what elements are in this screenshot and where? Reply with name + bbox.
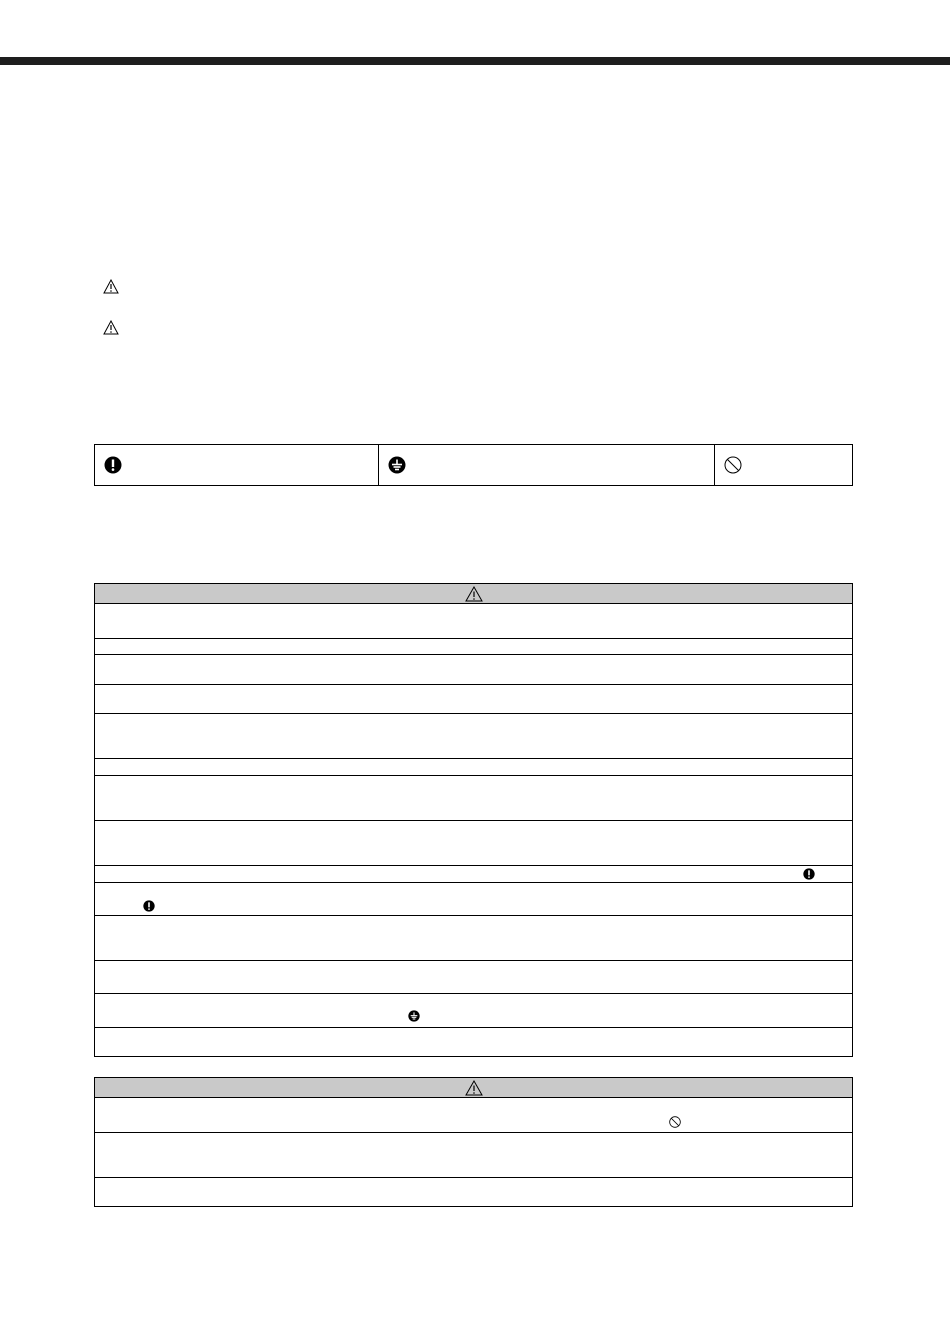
caution-triangle-icon	[103, 320, 119, 335]
warning-table-header	[95, 584, 852, 604]
exclamation-circle-icon	[104, 456, 122, 474]
warning-triangle-icon	[103, 279, 119, 294]
prohibited-circle-icon	[724, 456, 742, 474]
table-row	[95, 960, 852, 993]
prohibited-circle-icon	[669, 1116, 681, 1128]
table-row	[95, 654, 852, 684]
table-row	[95, 713, 852, 758]
table-row	[95, 820, 852, 865]
table-row	[95, 993, 852, 1027]
table-row	[95, 758, 852, 775]
ground-circle-icon	[388, 456, 406, 474]
table-row	[95, 865, 852, 882]
table-row	[95, 915, 852, 960]
table-row	[95, 882, 852, 915]
table-row	[95, 638, 852, 654]
table-row	[95, 1098, 852, 1132]
symbol-legend	[94, 444, 853, 486]
table-row	[95, 684, 852, 713]
caution-table	[94, 1077, 853, 1207]
caution-triangle-icon	[465, 1080, 483, 1096]
top-rule	[0, 57, 950, 65]
table-row	[95, 1027, 852, 1054]
exclamation-circle-icon	[143, 900, 155, 912]
table-row	[95, 775, 852, 820]
warning-table	[94, 583, 853, 1057]
warning-triangle-icon	[465, 586, 483, 602]
ground-circle-icon	[408, 1010, 420, 1022]
legend-cell-mandatory	[95, 445, 378, 485]
caution-table-header	[95, 1078, 852, 1098]
table-row	[95, 1132, 852, 1177]
legend-cell-ground	[378, 445, 714, 485]
table-row	[95, 1177, 852, 1206]
table-row	[95, 604, 852, 638]
exclamation-circle-icon	[803, 868, 815, 880]
legend-cell-prohibited	[714, 445, 852, 485]
